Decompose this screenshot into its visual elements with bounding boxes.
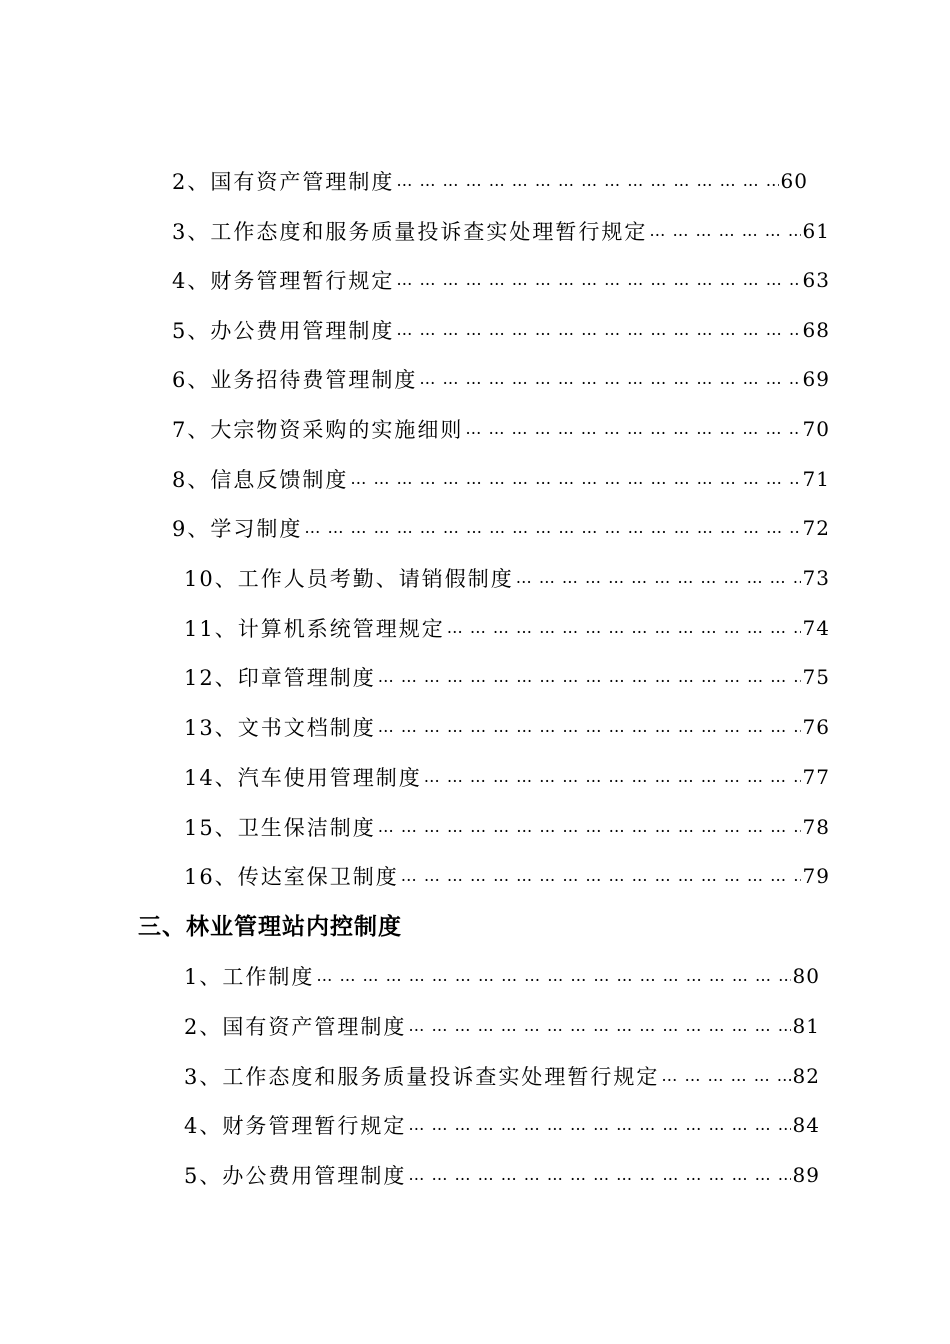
toc-leader-dots (408, 1110, 790, 1140)
toc-entry-page: 76 (802, 715, 830, 739)
toc-leader-dots (378, 812, 801, 842)
toc-entry-page: 82 (792, 1064, 820, 1088)
toc-entry[interactable] (172, 166, 808, 196)
toc-entry-label: 9、学习制度 (172, 517, 303, 541)
toc-entry[interactable] (184, 1160, 820, 1190)
toc-entry-page: 74 (802, 616, 830, 640)
toc-entry-label: 8、信息反馈制度 (172, 468, 349, 492)
toc-leader-dots (408, 1011, 790, 1041)
toc-entry-label: 6、业务招待费管理制度 (172, 368, 418, 392)
toc-entry-label: 16、传达室保卫制度 (184, 865, 399, 889)
toc-entry-page: 75 (802, 665, 830, 689)
toc-entry[interactable] (184, 1011, 820, 1041)
toc-entry-label: 11、计算机系统管理规定 (184, 617, 445, 641)
toc-leader-dots (649, 216, 800, 246)
toc-entry[interactable] (184, 762, 830, 792)
toc-entry-page: 89 (792, 1163, 820, 1187)
toc-entry-label: 5、办公费用管理制度 (184, 1164, 407, 1188)
toc-leader-dots (516, 563, 801, 593)
toc-entry-label: 15、卫生保洁制度 (184, 816, 376, 840)
toc-entry-page: 84 (792, 1113, 820, 1137)
toc-leader-dots (465, 414, 800, 444)
toc-entry-label: 13、文书文档制度 (184, 716, 376, 740)
toc-entry-label: 3、工作态度和服务质量投诉查实处理暂行规定 (184, 1065, 660, 1089)
toc-entry-label: 7、大宗物资采购的实施细则 (172, 418, 464, 442)
toc-entry[interactable] (172, 265, 830, 295)
toc-entry[interactable] (184, 812, 830, 842)
toc-leader-dots (350, 464, 800, 494)
toc-entry[interactable] (172, 216, 830, 246)
toc-entry-label: 14、汽车使用管理制度 (184, 766, 422, 790)
toc-leader-dots (396, 265, 800, 295)
toc-leader-dots (396, 166, 778, 196)
toc-entry-label: 12、印章管理制度 (184, 666, 376, 690)
toc-leader-dots (424, 762, 801, 792)
section-heading: 三、林业管理站内控制度 (138, 914, 402, 940)
toc-entry-page: 69 (802, 367, 830, 391)
toc-entry[interactable] (184, 961, 820, 991)
toc-leader-dots (419, 364, 800, 394)
toc-entry-label: 5、办公费用管理制度 (172, 319, 395, 343)
toc-entry[interactable] (172, 513, 830, 543)
toc-entry-page: 70 (802, 417, 830, 441)
toc-entry[interactable] (184, 1061, 820, 1091)
toc-entry-label: 3、工作态度和服务质量投诉查实处理暂行规定 (172, 220, 648, 244)
toc-entry-page: 61 (802, 219, 830, 243)
toc-leader-dots (447, 613, 801, 643)
toc-leader-dots (304, 513, 800, 543)
toc-entry[interactable] (172, 464, 830, 494)
toc-entry-page: 79 (802, 864, 830, 888)
toc-entry[interactable] (184, 1110, 820, 1140)
toc-leader-dots (396, 315, 800, 345)
toc-entry[interactable] (172, 315, 830, 345)
toc-leader-dots (661, 1061, 790, 1091)
toc-entry[interactable] (184, 613, 830, 643)
toc-leader-dots (401, 861, 801, 891)
toc-entry-page: 78 (802, 815, 830, 839)
toc-leader-dots (378, 712, 801, 742)
toc-entry-label: 1、工作制度 (184, 965, 315, 989)
toc-entry-page: 68 (802, 318, 830, 342)
toc-entry-page: 81 (792, 1014, 820, 1038)
toc-entry-page: 77 (802, 765, 830, 789)
toc-entry[interactable] (184, 861, 830, 891)
toc-leader-dots (316, 961, 790, 991)
toc-entry[interactable] (184, 712, 830, 742)
toc-entry-label: 4、财务管理暂行规定 (172, 269, 395, 293)
toc-entry-page: 60 (780, 169, 808, 193)
toc-entry-label: 2、国有资产管理制度 (184, 1015, 407, 1039)
toc-leader-dots (378, 662, 801, 692)
toc-entry-page: 71 (802, 467, 830, 491)
toc-entry-label: 4、财务管理暂行规定 (184, 1114, 407, 1138)
toc-entry-label: 2、国有资产管理制度 (172, 170, 395, 194)
toc-entry-label: 10、工作人员考勤、请销假制度 (184, 567, 514, 591)
toc-leader-dots (408, 1160, 790, 1190)
toc-entry[interactable] (172, 364, 830, 394)
toc-entry[interactable] (184, 563, 830, 593)
toc-entry-page: 73 (802, 566, 830, 590)
toc-entry-page: 80 (792, 964, 820, 988)
toc-entry-page: 72 (802, 516, 830, 540)
toc-entry-page: 63 (802, 268, 830, 292)
toc-entry[interactable] (184, 662, 830, 692)
toc-entry[interactable] (172, 414, 830, 444)
